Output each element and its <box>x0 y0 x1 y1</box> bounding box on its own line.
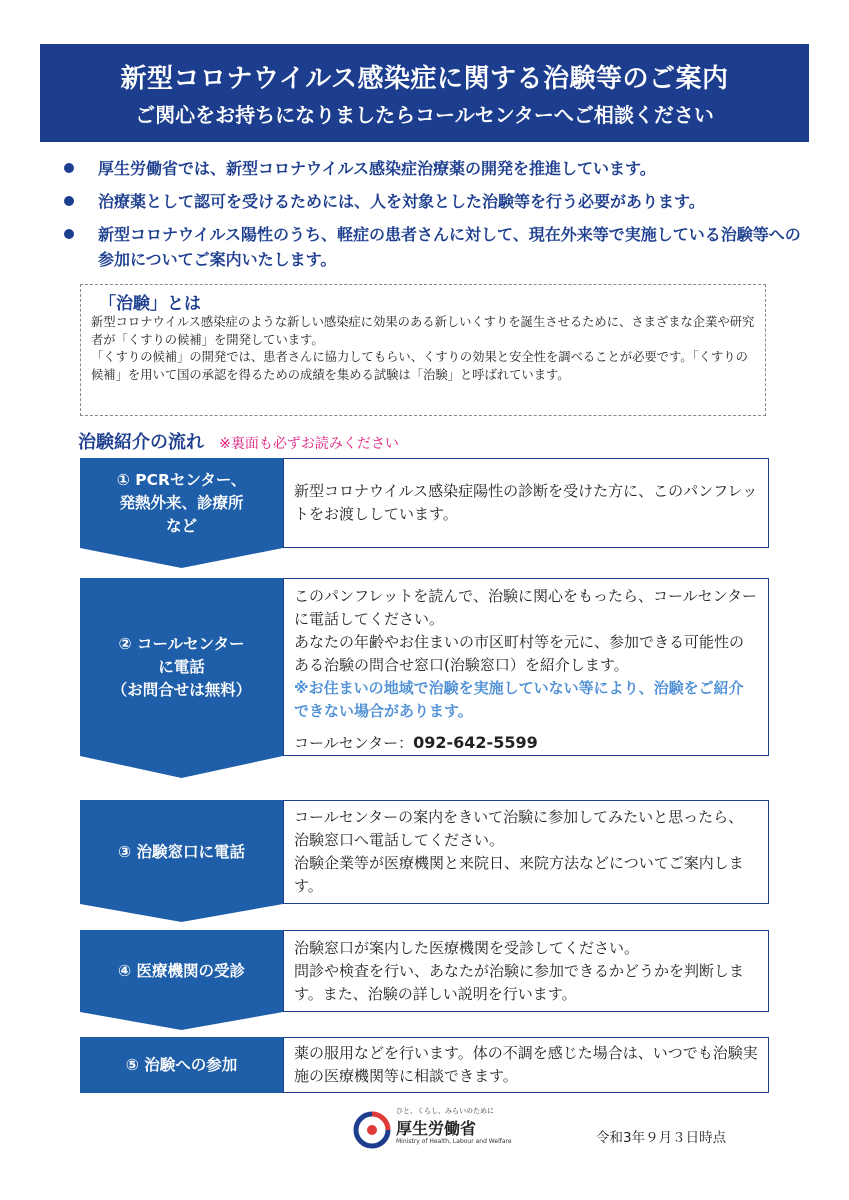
logo-english: Ministry of Health, Labour and Welfare <box>396 1138 512 1145</box>
page-title: 新型コロナウイルス感染症に関する治験等のご案内 <box>120 64 729 94</box>
phone-number[interactable]: 092-642-5599 <box>413 733 538 752</box>
step-2-description: このパンフレットを読んで、治験に関心をもったら、コールセンターに電話してください。 あなたの年齢やお住まいの市区町村等を元に、参加できる可能性のある治験の問合せ窓口(治験窓口）を紹介します。 ※お住まいの地域で治験を実施していない等により、治験をご紹介できない場合があります。 コールセンター：092-642-5599 <box>283 578 769 756</box>
bullet-dot-icon <box>64 229 74 239</box>
definition-heading: 「治験」とは <box>99 294 201 314</box>
logo-tagline: ひと、くらし、みらいのために <box>396 1107 494 1115</box>
definition-text-2: 「くすりの候補」の開発では、患者さんに協力してもらい、くすりの効果と安全性を調べることが必要です。「くすりの候補」を用いて国の承認を得るための成績を集める試験は「治験」と呼ばれています。 <box>91 350 748 382</box>
step-5-description: 薬の服用などを行います。体の不調を感じた場合は、いつでも治験実施の医療機関等に相談できます。 <box>283 1037 769 1093</box>
step-4-label: ④ 医療機関の受診 <box>117 961 246 980</box>
definition-text-1: 新型コロナウイルス感染症のような新しい感染症に効果のある新しいくすりを誕生させるために、さまざまな企業や研究者が「くすりの候補」を開発しています。 <box>91 315 755 347</box>
bullet-dot-icon <box>64 196 74 206</box>
step-3-description: コールセンターの案内をきいて治験に参加してみたいと思ったら、治験窓口へ電話してください。 治験企業等が医療機関と来院日、来院方法などについてご案内します。 <box>283 800 769 904</box>
bullet-list <box>62 156 802 280</box>
step-4-description: 治験窓口が案内した医療機関を受診してください。 問診や検査を行い、あなたが治験に参加できるかどうかを判断します。また、治験の詳しい説明を行います。 <box>283 930 769 1012</box>
flow-note: ※裏面も必ずお読みください <box>219 436 399 452</box>
step-5 <box>80 1037 769 1093</box>
header-banner <box>40 44 809 142</box>
step-2-note: ※お住まいの地域で治験を実施していない等により、治験をご紹介できない場合があります。 <box>294 679 744 720</box>
as-of-date: 令和3年９月３日時点 <box>596 1130 727 1146</box>
flow-title <box>78 428 399 454</box>
bullet-item: 厚生労働省では、新型コロナウイルス感染症治療薬の開発を推進しています。 <box>62 156 802 181</box>
call-center-phone: コールセンター：092-642-5599 <box>294 733 538 752</box>
bullet-item: 治療薬として認可を受けるためには、人を対象とした治験等を行う必要があります。 <box>62 189 802 214</box>
definition-box <box>80 284 766 416</box>
bullet-item: 新型コロナウイルス陽性のうち、軽症の患者さんに対して、現在外来等で実施している治験等への参加についてご案内いたします。 <box>62 222 802 272</box>
step-1 <box>80 458 769 568</box>
page-subtitle: ご関心をお持ちになりましたらコールセンターへご相談ください <box>135 103 714 127</box>
ministry-logo <box>352 1106 512 1150</box>
step-3-label: ③ 治験窓口に電話 <box>117 842 246 861</box>
ministry-logo-mark-icon <box>352 1110 392 1150</box>
step-3 <box>80 800 769 922</box>
bullet-dot-icon <box>64 163 74 173</box>
flow-heading: 治験紹介の流れ <box>78 432 204 453</box>
step-5-label: ⑤ 治験への参加 <box>125 1055 238 1074</box>
step-1-description: 新型コロナウイルス感染症陽性の診断を受けた方に、このパンフレットをお渡ししています。 <box>283 458 769 548</box>
step-2 <box>80 578 769 778</box>
logo-name: 厚生労働省 <box>396 1119 477 1138</box>
step-1-label: ① PCRセンター、 発熱外来、診療所 など <box>116 470 247 535</box>
step-4 <box>80 930 769 1030</box>
step-2-label: ② コールセンター に電話 （お問合せは無料） <box>111 634 252 699</box>
